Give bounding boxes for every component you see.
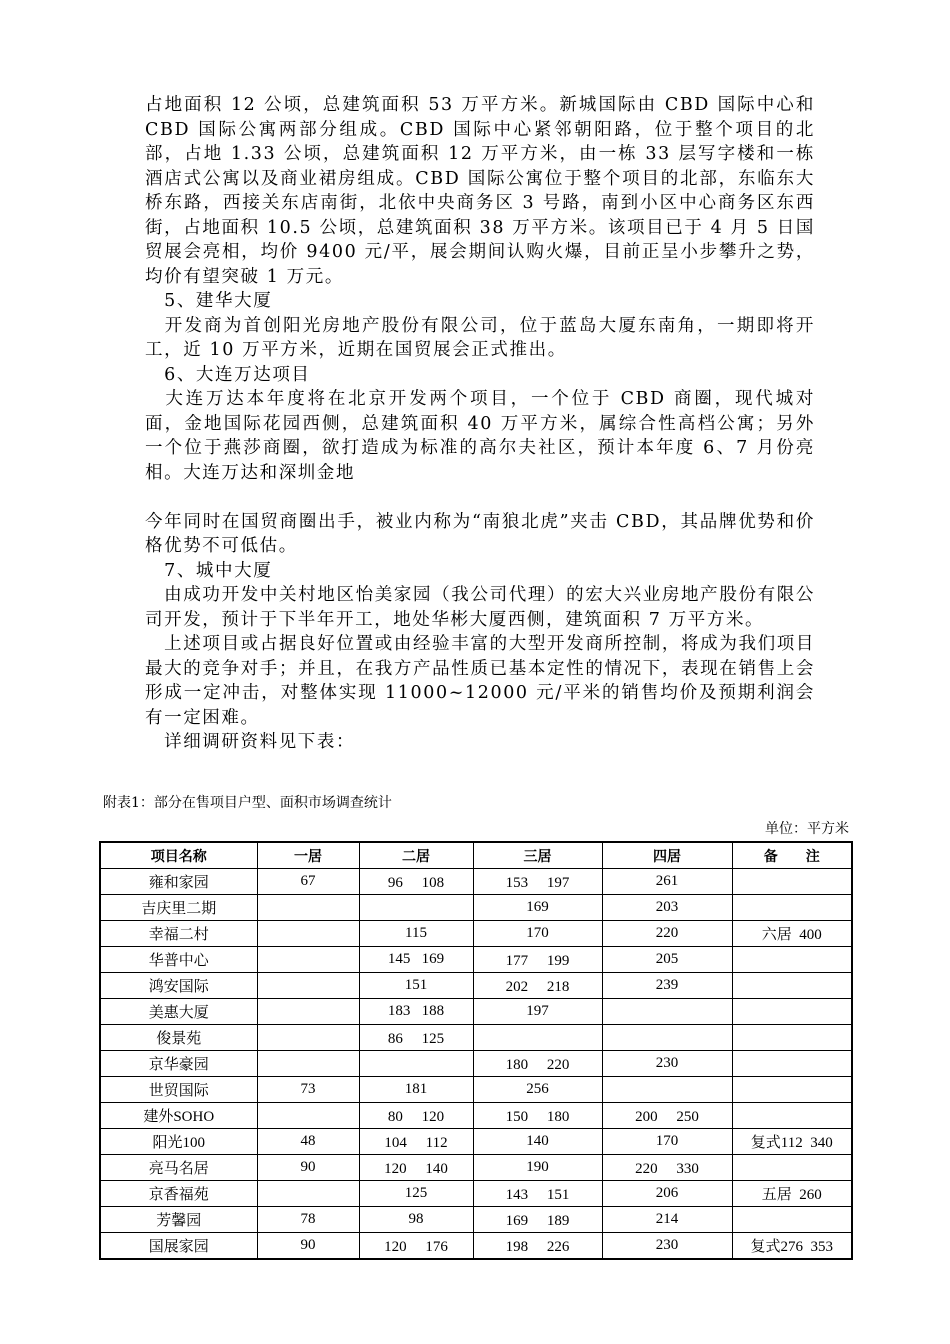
table-cell: 256 [473, 1077, 602, 1103]
table-cell: 104 112 [359, 1129, 473, 1155]
table-row [100, 1181, 852, 1207]
table-cell [257, 973, 359, 999]
table-row [100, 1103, 852, 1129]
body-text [145, 93, 815, 755]
table-cell [732, 1025, 852, 1051]
project-name-cell: 鸿安国际 [100, 973, 257, 999]
table-row [100, 1155, 852, 1181]
paragraph-jianhua: 开发商为首创阳光房地产股份有限公司，位于蓝岛大厦东南角，一期即将开工，近 10 万平方米，近期在国贸展会正式推出。 [145, 315, 815, 360]
project-name-cell: 吉庆里二期 [100, 895, 257, 921]
table-cell [257, 1051, 359, 1077]
paragraph-chengzhong: 由成功开发中关村地区怡美家园（我公司代理）的宏大兴业房地产股份有限公司开发，预计于下半年开工，地处华彬大厦西侧，建筑面积 7 万平方米。 [145, 585, 815, 630]
paragraph-summary: 上述项目或占据良好位置或由经验丰富的大型开发商所控制，将成为我们项目最大的竞争对手；并且，在我方产品性质已基本定性的情况下，表现在销售上会形成一定冲击，对整体实现 11000~12000 元/平米的销售均价及预期利润会有一定困难。 [145, 634, 815, 728]
project-name-cell: 雍和家园 [100, 869, 257, 895]
table-cell [473, 1025, 602, 1051]
table-row [100, 1129, 852, 1155]
table-cell [359, 1051, 473, 1077]
table-cell: 200 250 [602, 1103, 732, 1129]
table-cell [602, 1025, 732, 1051]
project-name-cell: 世贸国际 [100, 1077, 257, 1103]
table-row [100, 1051, 852, 1077]
table-cell: 169 [473, 895, 602, 921]
table-row [100, 1077, 852, 1103]
table-cell: 73 [257, 1077, 359, 1103]
heading-wanda: 6、大连万达项目 [145, 364, 311, 385]
survey-table [99, 841, 853, 1260]
table-cell [732, 1207, 852, 1233]
unit-label: 单位：平方米 [765, 821, 849, 837]
project-name-cell: 美惠大厦 [100, 999, 257, 1025]
table-cell [359, 895, 473, 921]
table-cell: 230 [602, 1051, 732, 1077]
project-name-cell: 建外SOHO [100, 1103, 257, 1129]
header-cell: 二居 [359, 842, 473, 869]
table-row [100, 1233, 852, 1260]
table-cell [257, 1181, 359, 1207]
table-cell [602, 1077, 732, 1103]
blank-line [145, 485, 815, 510]
table-cell: 140 [473, 1129, 602, 1155]
table-cell [257, 1103, 359, 1129]
table-cell [257, 947, 359, 973]
table-cell: 78 [257, 1207, 359, 1233]
header-cell: 三居 [473, 842, 602, 869]
project-name-cell: 俊景苑 [100, 1025, 257, 1051]
table-cell: 197 [473, 999, 602, 1025]
project-name-cell: 华普中心 [100, 947, 257, 973]
table-cell: 177 199 [473, 947, 602, 973]
table-cell [257, 999, 359, 1025]
table-caption: 附表1：部分在售项目户型、面积市场调查统计 [103, 795, 392, 811]
table-cell: 230 [602, 1233, 732, 1260]
table-cell [732, 895, 852, 921]
table-cell: 261 [602, 869, 732, 895]
table-cell: 169 189 [473, 1207, 602, 1233]
table-body [100, 869, 852, 1260]
table-cell: 145 169 [359, 947, 473, 973]
table-cell: 五居 260 [732, 1181, 852, 1207]
table-header-row [100, 842, 852, 869]
table-cell [732, 973, 852, 999]
table-cell: 181 [359, 1077, 473, 1103]
table-row [100, 1207, 852, 1233]
table-cell: 170 [602, 1129, 732, 1155]
table-cell [257, 895, 359, 921]
header-cell: 一居 [257, 842, 359, 869]
table-cell: 150 180 [473, 1103, 602, 1129]
table-row [100, 947, 852, 973]
paragraph-xincheng: 占地面积 12 公顷，总建筑面积 53 万平方米。新城国际由 CBD 国际中心和 CBD 国际公寓两部分组成。CBD 国际中心紧邻朝阳路，位于整个项目的北部，占地 1.33 公顷，总建筑面积 12 万平方米，由一栋 33 层写字楼和一栋酒店式公寓以及商业裙房组成。CBD 国际公寓位于整个项目的北部，东临东大桥东路，西接关东店南街，北依中央商务区 3 号路，南到小区中心商务区东西街，占地面积 10.5 公顷，总建筑面积 38 万平方米。该项目已于 4 月 5 日国贸展会亮相，均价 9400 元/平，展会期间认购火爆，目前正呈小步攀升之势，均价有望突破 1 万元。 [145, 95, 815, 287]
table-cell: 198 226 [473, 1233, 602, 1260]
table-cell: 86 125 [359, 1025, 473, 1051]
table-cell: 80 120 [359, 1103, 473, 1129]
table-cell [732, 1051, 852, 1077]
table-cell [732, 869, 852, 895]
table-cell: 六居 400 [732, 921, 852, 947]
project-name-cell: 京香福苑 [100, 1181, 257, 1207]
table-cell [732, 1103, 852, 1129]
table-cell [257, 1025, 359, 1051]
project-name-cell: 京华豪园 [100, 1051, 257, 1077]
table-cell: 90 [257, 1155, 359, 1181]
table-cell: 复式276 353 [732, 1233, 852, 1260]
table-row [100, 895, 852, 921]
table-cell: 202 218 [473, 973, 602, 999]
table-cell: 153 197 [473, 869, 602, 895]
table-cell: 170 [473, 921, 602, 947]
table-cell: 190 [473, 1155, 602, 1181]
table-cell: 90 [257, 1233, 359, 1260]
paragraph-table-intro: 详细调研资料见下表： [145, 732, 356, 752]
table-cell [732, 947, 852, 973]
table-cell: 115 [359, 921, 473, 947]
table-cell: 183 188 [359, 999, 473, 1025]
table-row [100, 999, 852, 1025]
table-cell [257, 921, 359, 947]
table-cell [602, 999, 732, 1025]
table-row [100, 1025, 852, 1051]
project-name-cell: 芳馨园 [100, 1207, 257, 1233]
paragraph-wanda-cont: 今年同时在国贸商圈出手，被业内称为“南狼北虎”夹击 CBD，其品牌优势和价格优势不可低估。 [145, 511, 815, 556]
table-cell: 143 151 [473, 1181, 602, 1207]
header-cell: 四居 [602, 842, 732, 869]
table-row [100, 869, 852, 895]
heading-jianhua: 5、建华大厦 [145, 291, 273, 311]
table-cell: 98 [359, 1207, 473, 1233]
table-cell [732, 999, 852, 1025]
table-cell: 205 [602, 947, 732, 973]
table-cell: 180 220 [473, 1051, 602, 1077]
table-cell: 48 [257, 1129, 359, 1155]
table-cell: 67 [257, 869, 359, 895]
table-cell: 214 [602, 1207, 732, 1233]
header-cell: 项目名称 [100, 842, 257, 869]
table-cell: 复式112 340 [732, 1129, 852, 1155]
table-row [100, 921, 852, 947]
project-name-cell: 国展家园 [100, 1233, 257, 1260]
table-row [100, 973, 852, 999]
table-cell: 203 [602, 895, 732, 921]
table-cell: 120 140 [359, 1155, 473, 1181]
table-cell: 206 [602, 1181, 732, 1207]
project-name-cell: 幸福二村 [100, 921, 257, 947]
header-cell: 备 注 [732, 842, 852, 869]
table-cell: 151 [359, 973, 473, 999]
heading-chengzhong: 7、城中大厦 [145, 560, 273, 581]
table-cell: 239 [602, 973, 732, 999]
table-cell: 220 330 [602, 1155, 732, 1181]
paragraph-wanda: 大连万达本年度将在北京开发两个项目，一个位于 CBD 商圈，现代城对面，金地国际花园西侧，总建筑面积 40 万平方米，属综合性高档公寓；另外一个位于燕莎商圈，欲打造成为标准的高尔夫社区，预计本年度 6、7 月份亮相。大连万达和深圳金地 [145, 389, 815, 483]
project-name-cell: 阳光100 [100, 1129, 257, 1155]
table-cell: 125 [359, 1181, 473, 1207]
table-cell: 220 [602, 921, 732, 947]
table-cell [732, 1077, 852, 1103]
table-cell: 120 176 [359, 1233, 473, 1260]
project-name-cell: 亮马名居 [100, 1155, 257, 1181]
table-cell: 96 108 [359, 869, 473, 895]
table-cell [732, 1155, 852, 1181]
